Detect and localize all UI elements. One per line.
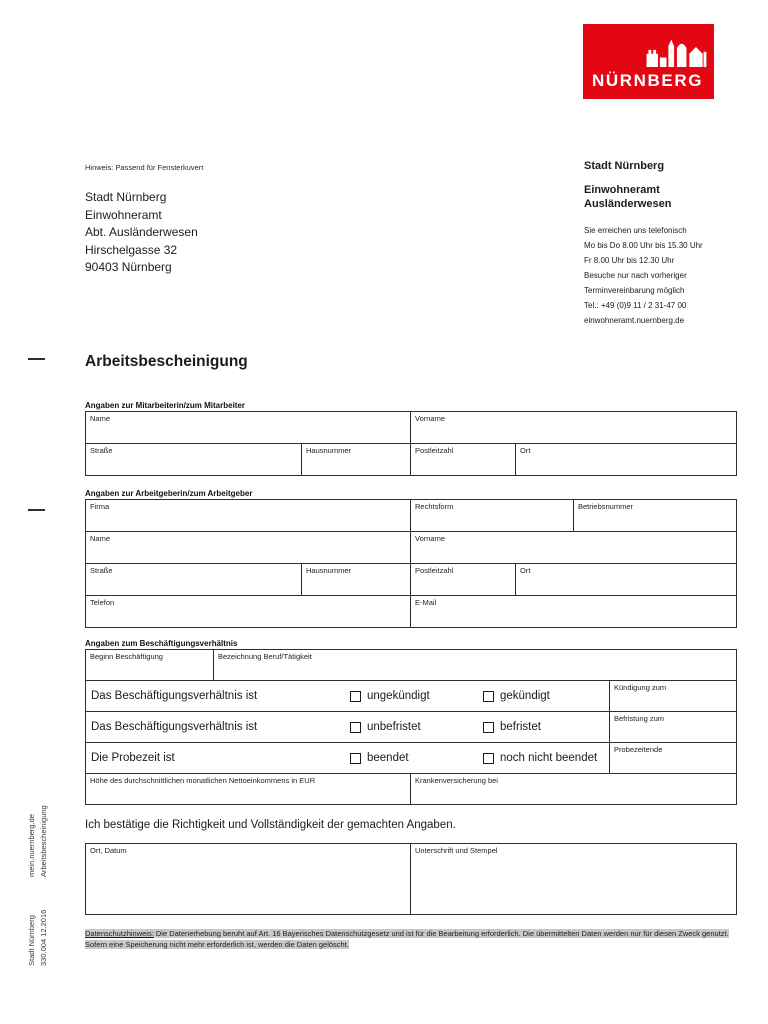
field-label: Name [90,534,111,543]
field-cell-postleitzahl [410,444,515,475]
field-cell-nettoeinkommen [86,774,410,804]
address-line: Einwohneramt [85,207,162,222]
field-cell-strasse [86,564,301,595]
contact-phone: Tel.: +49 (0)9 11 / 2 31-47 00 [584,301,687,310]
privacy-text: Die Datenerhebung beruht auf Art. 16 Bayerisches Datenschutzgesetz und ist für die Bearbeitung erforderlich. Die übermittelten Daten werden nur für diesen Zweck genutzt. Sofern eine Speicherung nicht mehr erforderlich ist, werden die Daten gelöscht. [85,929,729,949]
field-label: Straße [90,446,113,455]
employee-table [85,411,737,476]
field-label: Probezeitende [614,745,663,754]
section-heading-employment: Angaben zum Beschäftigungsverhältnis [85,639,238,648]
checkbox-ungekuendigt[interactable] [350,691,361,702]
checkbox-gekuendigt[interactable] [483,691,494,702]
contact-info-line: Besuche nur nach vorheriger [584,271,687,280]
checkbox-label: ungekündigt [367,690,430,702]
field-cell-beginn-beschaeftigung [86,650,213,680]
field-cell-postleitzahl [410,564,515,595]
field-label: Rechtsform [415,502,454,511]
contact-block [584,160,736,328]
field-cell-firma [86,500,410,531]
margin-note-form-id [26,910,49,966]
field-cell-ort [515,564,736,595]
privacy-notice [85,929,737,950]
table-row [86,531,736,563]
table-row [86,563,736,595]
field-label: Vorname [415,534,446,543]
document-title: Arbeitsbescheinigung [85,353,248,370]
field-cell-name [86,532,410,563]
field-label: Name [90,414,111,423]
field-cell-rechtsform [410,500,573,531]
signature-table [85,843,737,915]
address-line: Abt. Ausländerwesen [85,225,198,239]
field-cell-befristung-zum [609,712,736,742]
field-label: Ort, Datum [90,846,127,855]
field-cell-ort-datum [86,844,410,914]
field-label: Hausnummer [306,566,352,575]
recipient-address [85,189,198,277]
fold-mark [28,509,45,511]
table-row [86,412,736,443]
statement-text: Die Probezeit ist [91,752,175,764]
field-cell-vorname [410,412,736,443]
checkbox-label: beendet [367,752,409,764]
field-cell-beruf-taetigkeit [213,650,736,680]
checkbox-label: unbefristet [367,721,421,733]
checkbox-unbefristet[interactable] [350,722,361,733]
privacy-label: Datenschutzhinweis: [85,929,154,938]
checkbox-noch-nicht-beendet[interactable] [483,753,494,764]
statement-cell-kuendigung [86,681,609,711]
field-cell-vorname [410,532,736,563]
contact-org: Stadt Nürnberg [584,160,665,172]
field-label: Firma [90,502,110,511]
field-label: Vorname [415,414,446,423]
option-gekuendigt [483,690,550,702]
section-heading-employer: Angaben zur Arbeitgeberin/zum Arbeitgeber [85,489,253,498]
contact-department-line: Einwohneramt [584,184,660,196]
checkbox-label: noch nicht beendet [500,752,598,764]
nuernberg-logo [583,24,714,99]
table-row [86,500,736,531]
field-label: Kündigung zum [614,683,667,692]
section-heading-employee: Angaben zur Mitarbeiterin/zum Mitarbeiter [85,401,246,410]
margin-note-line: mein.nuernberg.de [27,814,36,877]
field-cell-strasse [86,444,301,475]
table-row [86,773,736,804]
employer-table [85,499,737,628]
table-row [86,680,736,711]
contact-department-line: Ausländerwesen [584,198,672,210]
address-line: 90403 Nürnberg [85,260,172,274]
option-unbefristet [350,721,421,733]
field-cell-name [86,412,410,443]
field-label: Betriebsnummer [578,502,634,511]
field-label: Ort [520,566,531,575]
checkbox-label: befristet [500,721,541,733]
contact-info [584,223,736,328]
logo-wordmark: NÜRNBERG [592,71,704,90]
margin-note-web [26,805,49,877]
window-envelope-hint: Hinweis: Passend für Fensterkuvert [85,163,204,172]
contact-website: einwohneramt.nuernberg.de [584,316,685,325]
field-label: Bezeichnung Beruf/Tätigkeit [218,652,312,661]
table-row [86,711,736,742]
option-noch-nicht-beendet [483,752,597,764]
field-label: E-Mail [415,598,437,607]
field-label: Höhe des durchschnittlichen monatlichen Nettoeinkommens in EUR [90,776,316,785]
field-label: Krankenversicherung bei [415,776,498,785]
field-cell-email [410,596,736,627]
table-row [86,443,736,475]
option-befristet [483,721,541,733]
address-line: Hirschelgasse 32 [85,242,178,257]
statement-cell-befristung [86,712,609,742]
field-label: Unterschrift und Stempel [415,846,498,855]
table-row [86,595,736,627]
statement-cell-probezeit [86,743,609,773]
field-label: Postleitzahl [415,446,454,455]
field-cell-telefon [86,596,410,627]
nuernberg-castle-icon [643,29,709,67]
option-ungekuendigt [350,690,430,702]
field-label: Postleitzahl [415,566,454,575]
field-cell-probezeitende [609,743,736,773]
privacy-highlight [85,929,729,949]
fold-mark [28,358,45,360]
checkbox-beendet[interactable] [350,753,361,764]
field-label: Ort [520,446,531,455]
margin-note-line: 330.004 12.2016 [38,909,48,966]
checkbox-befristet[interactable] [483,722,494,733]
field-label: Straße [90,566,113,575]
address-line: Stadt Nürnberg [85,190,167,204]
table-row [86,844,736,914]
employment-table [85,649,737,805]
margin-note-line: Arbeitsbescheinigung [38,805,48,877]
contact-info-line: Fr 8.00 Uhr bis 12.30 Uhr [584,256,675,265]
field-cell-kuendigung-zum [609,681,736,711]
contact-info-line: Terminvereinbarung möglich [584,286,685,295]
option-beendet [350,752,409,764]
field-cell-betriebsnummer [573,500,736,531]
field-cell-ort [515,444,736,475]
field-label: Beginn Beschäftigung [90,652,163,661]
field-label: Hausnummer [306,446,352,455]
field-cell-hausnummer [301,444,410,475]
field-label: Befristung zum [614,714,665,723]
confirmation-statement: Ich bestätige die Richtigkeit und Vollständigkeit der gemachten Angaben. [85,819,456,831]
field-cell-krankenversicherung [410,774,736,804]
table-row [86,742,736,773]
field-label: Telefon [90,598,115,607]
contact-info-line: Mo bis Do 8.00 Uhr bis 15.30 Uhr [584,241,703,250]
field-cell-unterschrift-stempel [410,844,736,914]
contact-info-line: Sie erreichen uns telefonisch [584,226,687,235]
checkbox-label: gekündigt [500,690,550,702]
statement-text: Das Beschäftigungsverhältnis ist [91,721,258,733]
contact-department [584,183,736,211]
table-row [86,650,736,680]
field-cell-hausnummer [301,564,410,595]
margin-note-line: Stadt Nürnberg [27,915,36,966]
statement-text: Das Beschäftigungsverhältnis ist [91,690,258,702]
